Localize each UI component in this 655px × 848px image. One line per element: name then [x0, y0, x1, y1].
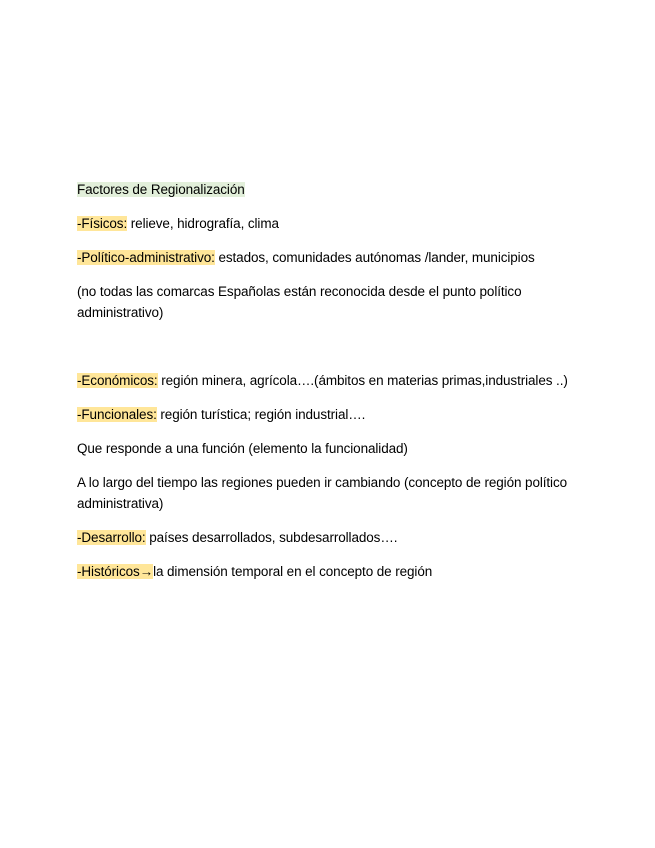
funcionales-paragraph	[77, 404, 577, 425]
desarrollo-label: -Desarrollo:	[77, 530, 146, 545]
desarrollo-paragraph	[77, 527, 577, 548]
historicos-label	[77, 564, 153, 579]
tiempo-paragraph	[77, 472, 577, 514]
economicos-text: región minera, agrícola….(ámbitos en materias primas,industriales ..)	[157, 373, 568, 388]
document-body	[77, 179, 577, 595]
politico-label: -Político-administrativo:	[77, 250, 215, 265]
document-title: Factores de Regionalización	[77, 182, 245, 197]
politico-text: estados, comunidades autónomas /lander, municipios	[214, 250, 535, 265]
tiempo-text: A lo largo del tiempo las regiones pueden ir cambiando (concepto de región político administrativa)	[77, 475, 568, 511]
historicos-text: la dimensión temporal en el concepto de región	[153, 564, 433, 579]
right-arrow-icon: →	[139, 564, 154, 579]
funcion-paragraph	[77, 438, 577, 459]
fisicos-text: relieve, hidrografía, clima	[127, 216, 279, 231]
funcion-text: Que responde a una función (elemento la funcionalidad)	[77, 441, 408, 456]
empty-line	[77, 336, 577, 370]
funcionales-text: región turística; región industrial….	[156, 407, 366, 422]
fisicos-label: -Físicos:	[77, 216, 128, 231]
economicos-paragraph	[77, 370, 577, 391]
fisicos-paragraph	[77, 213, 577, 234]
economicos-label: -Económicos:	[77, 373, 158, 388]
historicos-label-text: -Históricos	[77, 564, 140, 579]
nota-paragraph	[77, 281, 577, 323]
nota-text: (no todas las comarcas Españolas están reconocida desde el punto político administrativo)	[77, 284, 522, 320]
politico-paragraph	[77, 247, 577, 268]
funcionales-label: -Funcionales:	[77, 407, 157, 422]
historicos-paragraph	[77, 561, 577, 582]
title-paragraph	[77, 179, 577, 200]
desarrollo-text: países desarrollados, subdesarrollados….	[145, 530, 398, 545]
